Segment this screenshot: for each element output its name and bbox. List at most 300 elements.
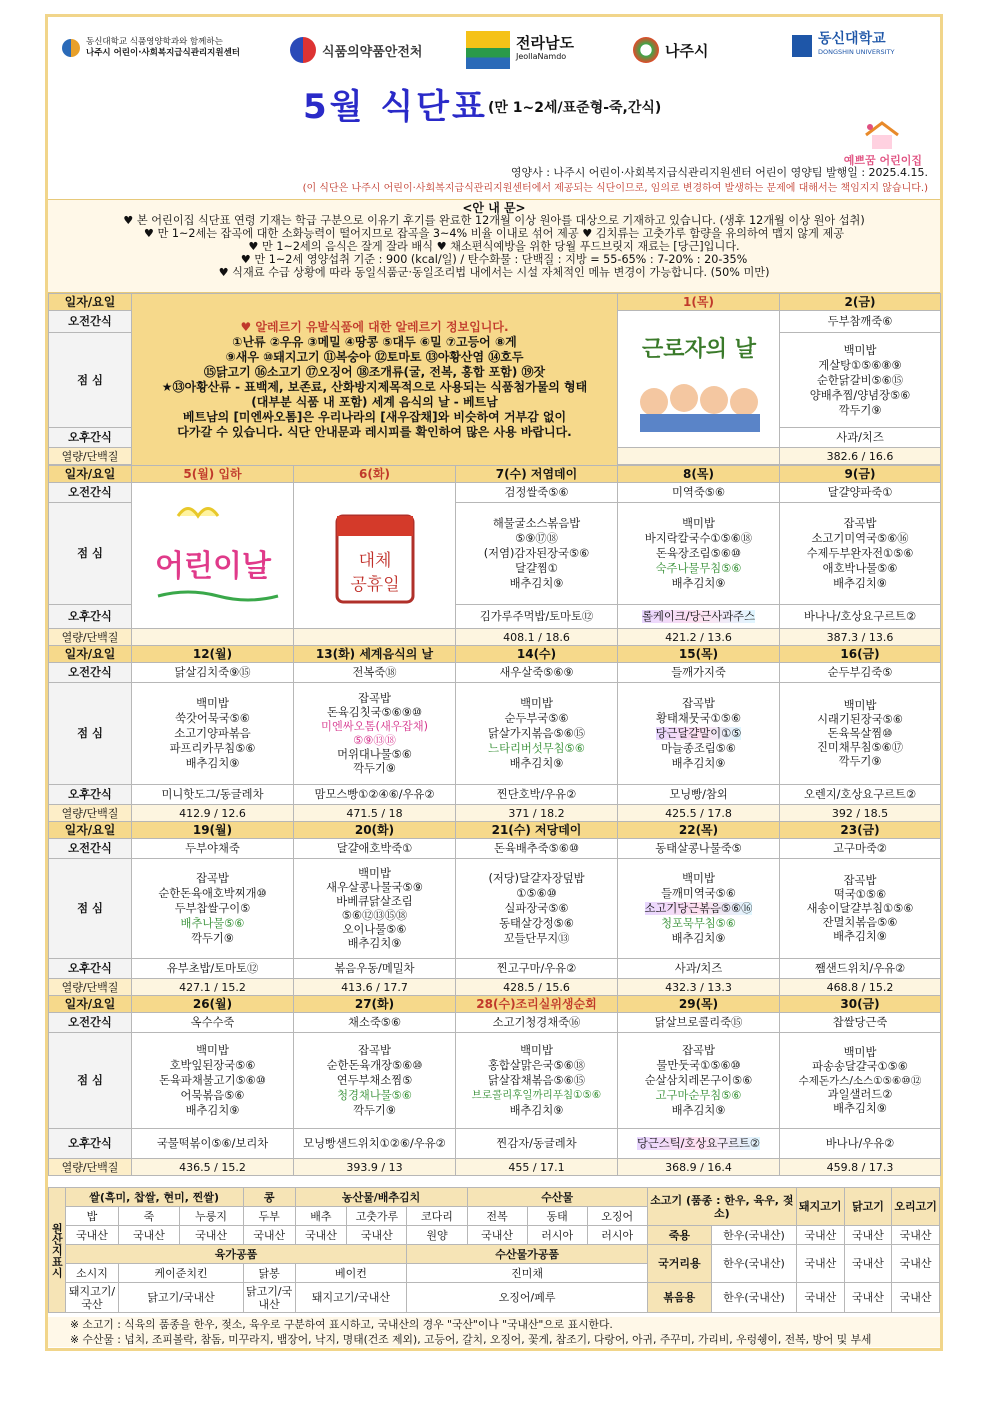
origin-value: 러시아 [587, 1226, 647, 1245]
am-snack: 찹쌀당근죽 [780, 1013, 941, 1033]
pm-snack: 미니핫도그/동글레차 [132, 785, 294, 805]
dish: 새우살콩나물국⑤⑨ [326, 880, 423, 894]
pm-snack: 바나나/우유② [780, 1129, 941, 1159]
origin-item: 베이컨 [295, 1264, 407, 1283]
day-header: 23(금) [780, 822, 941, 839]
origin-value: 국내산 [65, 1226, 119, 1245]
origin-value: 돼지고기/국내산 [295, 1283, 407, 1313]
lunch-cell [132, 1033, 294, 1129]
dish: 잔멸치볶음⑤⑥ [822, 915, 898, 929]
am-snack: 미역죽⑤⑥ [618, 483, 780, 503]
am-snack: 동태살콩나물죽⑤ [618, 839, 780, 859]
dish: 새송이달걀부침①⑤⑥ [806, 901, 914, 915]
dish: 백미밥 [196, 1044, 229, 1057]
beef-row-name: 볶음용 [647, 1283, 711, 1313]
dish: 백미밥 [843, 343, 877, 357]
calendar-icon [315, 496, 435, 611]
labor-day-illustration [618, 311, 780, 448]
dish-vegetable: 배추나물⑤⑥ [180, 917, 245, 930]
allergy-line: ⑮닭고기 ⑯소고기 ⑰오징어 ⑱조개류(굴, 전복, 홍합 포함) ⑲잣 [203, 364, 546, 379]
chicken-value: 국내산 [844, 1226, 892, 1245]
notice-line: ♥ 만 1~2세 영양섭취 기준 : 900 (kcal/일) / 탄수화물 : 단백질 : 지방 = 55-65% : 7-20% : 20-35% [240, 252, 748, 266]
week4-pm-row [49, 959, 941, 979]
dish: 양배추찜/양념장⑤⑥ [809, 388, 911, 402]
childrens-day-illustration [132, 483, 294, 629]
dish: 황태채뭇국①⑤⑥ [656, 712, 741, 725]
day-label: 일자/요일 [49, 646, 132, 663]
dish: 배추김치⑨ [833, 929, 887, 943]
am-snack: 들깨가지죽 [618, 663, 780, 683]
dish: 백미밥 [843, 1045, 877, 1059]
dish: 게살탕①⑤⑥⑧⑨ [818, 358, 902, 372]
kcal-value: 425.5 / 17.8 [618, 805, 780, 822]
pm-snack: 사과/치즈 [780, 428, 941, 448]
lunch-cell [132, 859, 294, 959]
lunch-cell [456, 683, 618, 785]
pm-label: 오후간식 [49, 1129, 132, 1159]
week5-pm-row [49, 1129, 941, 1159]
am-snack: 닭살브로콜리죽⑮ [618, 1013, 780, 1033]
pm-label: 오후간식 [49, 605, 132, 629]
beef-value: 한우(국내산) [711, 1226, 796, 1245]
mfds-emblem-icon [290, 37, 316, 63]
house-icon [862, 121, 902, 151]
origin-value: 국내산 [119, 1226, 179, 1245]
dish: 호박잎된장국⑤⑥ [169, 1059, 256, 1072]
origin-group: 쌀(흑미, 찹쌀, 현미, 찐쌀) [65, 1188, 243, 1207]
page-title: 5월 식단표 [303, 87, 488, 127]
origin-item: 동태 [527, 1207, 587, 1226]
origin-value: 원양 [407, 1226, 467, 1245]
week3-kcal-row [49, 805, 941, 822]
lunch-cell [780, 503, 941, 605]
dish: 순한닭갈비⑤⑥⑮ [816, 373, 904, 387]
duck-value: 국내산 [892, 1226, 940, 1245]
am-label: 오전간식 [49, 483, 132, 503]
origin-value: 돼지고기/국산 [65, 1283, 119, 1313]
day-header: 20(화) [294, 822, 456, 839]
kcal-value [132, 629, 294, 646]
dish: 깍두기⑨ [838, 754, 882, 768]
dish-world-food: 미엔싸오톰(새우잡채) [320, 719, 429, 733]
kcal-value: 387.3 / 13.6 [780, 629, 941, 646]
allergy-line: 베트남의 [미엔싸오톰]은 우리나라의 [새우잡채]와 비슷하여 거부감 없이 [182, 409, 567, 424]
pm-snack: 찐단호박/우유② [456, 785, 618, 805]
dish: 깍두기⑨ [353, 1104, 396, 1117]
dish-vegetable: 브로콜리후일까리푸침①⑤⑥ [471, 1089, 602, 1101]
lunch-cell [294, 859, 456, 959]
day-header: 1(목) [618, 294, 780, 311]
dish: 백미밥 [843, 698, 877, 712]
dish: 깍두기⑨ [191, 932, 234, 945]
lunch-cell [618, 859, 780, 959]
am-label: 오전간식 [49, 311, 132, 333]
univ-line1: 동신대학교 식품영양학과와 함께하는 [86, 37, 223, 47]
lunch-label: 점 심 [49, 859, 132, 959]
am-snack: 새우살죽⑤⑥⑨ [456, 663, 618, 683]
jeonnam-emblem-icon [466, 31, 510, 69]
origin-group: 콩 [243, 1188, 295, 1207]
dish: 소고기양파볶음 [174, 727, 251, 740]
childrens-day-icon [138, 496, 288, 611]
day-header: 12(월) [132, 646, 294, 663]
dish: 연두부채소찜⑤ [336, 1074, 413, 1087]
dish: 배추김치⑨ [671, 757, 726, 770]
kcal-value: 382.6 / 16.6 [780, 448, 941, 465]
dish: 어묵볶음⑤⑥ [180, 1089, 245, 1102]
origin-item: 누룽지 [179, 1207, 243, 1226]
origin-value: 닭고기/국내산 [119, 1283, 243, 1313]
kcal-value: 412.9 / 12.6 [132, 805, 294, 822]
naju-logo [633, 37, 708, 63]
day-header: 7(수) 저염데이 [456, 466, 618, 483]
mfds-name: 식품의약품안전처 [322, 44, 423, 60]
dongshin-name-en: DONGSHIN UNIVERSITY [818, 48, 895, 56]
duck-value: 국내산 [892, 1283, 940, 1313]
holiday-text-1: 대체 [358, 551, 391, 571]
day-header: 27(화) [294, 996, 456, 1013]
dish: 쑥갓어묵국⑤⑥ [175, 712, 250, 725]
dish: 배추김치⑨ [833, 577, 887, 590]
pm-snack [618, 1129, 780, 1159]
dish: 깍두기⑨ [353, 761, 396, 775]
week5-kcal-row [49, 1159, 941, 1176]
origin-item: 고춧가루 [347, 1207, 407, 1226]
lunch-cell [294, 1033, 456, 1129]
pm-snack: 사과/치즈 [618, 959, 780, 979]
origin-item: 케이준치킨 [119, 1264, 243, 1283]
dish: 떡국①⑤⑥ [833, 887, 887, 901]
am-snack: 닭살김치죽⑨⑮ [132, 663, 294, 683]
dish: 들깨미역국⑤⑥ [661, 887, 736, 900]
day-header: 19(월) [132, 822, 294, 839]
kcal-value: 392 / 18.5 [780, 805, 941, 822]
origin-value: 국내산 [295, 1226, 347, 1245]
dish: 돈육김칫국⑤⑥⑨⑩ [326, 705, 423, 719]
dish: 깍두기⑨ [838, 403, 882, 417]
header [48, 17, 940, 199]
labor-day-text: 근로자의 날 [641, 337, 756, 362]
origin-group: 수산물 [467, 1188, 647, 1207]
pork-value: 국내산 [796, 1245, 844, 1283]
menu-table [48, 293, 941, 1176]
kcal-value: 413.6 / 17.7 [294, 979, 456, 996]
week3-day-row [49, 646, 941, 663]
dish: ①⑤⑥⑩ [516, 887, 557, 900]
notice-line: ♥ 만 1~2세는 잡곡에 대한 소화능력이 떨어지므로 잡곡을 3~4% 비율 이내로 섞어 제공 ♥ 김치류는 고춧가루 함량을 유의하여 맵지 않게 제공 [143, 226, 845, 240]
week4-kcal-row [49, 979, 941, 996]
day-header: 2(금) [780, 294, 941, 311]
dish: ⑤⑨⑰⑱ [515, 532, 558, 545]
dish: 백미밥 [682, 872, 715, 885]
week5-lunch-row [49, 1033, 941, 1129]
dish: 배추김치⑨ [347, 936, 402, 950]
univ-logo [62, 37, 240, 59]
day-header: 6(화) [294, 466, 456, 483]
beef-value: 한우(국내산) [711, 1245, 796, 1283]
dish-vegetable: 청포묵무침⑤⑥ [661, 917, 736, 930]
dish: 순살삼치레몬구이⑤⑥ [644, 1074, 753, 1087]
day-label: 일자/요일 [49, 822, 132, 839]
dish-vegetable: 느타리버섯무침⑤⑥ [488, 742, 585, 755]
allergy-line: (대부분 식품 내 포함) 세계 음식의 날 - 베트남 [251, 394, 498, 409]
origin-group: 농산물/배추김치 [295, 1188, 467, 1207]
am-snack: 두부야채죽 [132, 839, 294, 859]
lunch-cell [618, 503, 780, 605]
univ-logo-icon [62, 39, 80, 57]
dish: 마늘종조림⑤⑥ [661, 742, 736, 755]
dish: 닭살가지볶음⑤⑥⑮ [487, 727, 586, 740]
origin-item: 닭봉 [243, 1264, 295, 1283]
am-snack: 달걀양파죽① [780, 483, 941, 503]
pm-snack: 찐고구마/우유② [456, 959, 618, 979]
origin-value: 닭고기/국내산 [243, 1283, 295, 1313]
dish: 잡곡밥 [358, 1044, 391, 1057]
dish: 순두부국⑤⑥ [504, 712, 569, 725]
dish: 닭살잡채볶음⑤⑥⑮ [487, 1074, 586, 1087]
lunch-label: 점 심 [49, 503, 132, 605]
day-header: 14(수) [456, 646, 618, 663]
week4-day-row [49, 822, 941, 839]
kcal-value: 368.9 / 16.4 [618, 1159, 780, 1176]
origin-value: 국내산 [347, 1226, 407, 1245]
origin-item: 전복 [467, 1207, 527, 1226]
am-snack: 두부참깨죽⑥ [780, 311, 941, 333]
dish: 백미밥 [196, 697, 229, 710]
notice-line: ♥ 본 어린이집 식단표 연령 기재는 학급 구분으로 이유기 후기를 완료한 12개월 이상 원아를 대상으로 기재하고 있습니다. (생후 12개월 이상 원아 섭취) [123, 213, 865, 227]
origin-value: 러시아 [527, 1226, 587, 1245]
dish: 수제돈가스/소스①⑤⑥⑩⑫ [798, 1074, 922, 1087]
day-header: 30(금) [780, 996, 941, 1013]
dish: 잡곡밥 [843, 517, 877, 530]
week4-am-row [49, 839, 941, 859]
kcal-value: 371 / 18.2 [456, 805, 618, 822]
pm-label: 오후간식 [49, 428, 132, 448]
am-snack: 채소죽⑤⑥ [294, 1013, 456, 1033]
week3-lunch-row [49, 683, 941, 785]
dish: 실파장국⑤⑥ [504, 902, 569, 915]
naju-name: 나주시 [665, 41, 709, 60]
dish: 배추김치⑨ [185, 757, 240, 770]
dish: 물만둣국①⑤⑥⑩ [656, 1059, 741, 1072]
origin-value: 오징어/페루 [407, 1283, 647, 1313]
dish: 시래기된장국⑤⑥ [817, 712, 903, 726]
allergy-line: ★⑬아황산류 - 표백제, 보존료, 산화방지제목적으로 사용되는 식품첨가물의 형태 [161, 379, 588, 394]
dish: (저당)달걀자장덮밥 [488, 872, 585, 885]
kcal-label: 열량/단백질 [49, 979, 132, 996]
origin-value: 국내산 [467, 1226, 527, 1245]
week2-kcal-row [49, 629, 941, 646]
dish: 애호박나물⑤⑥ [822, 562, 898, 575]
pm-snack: 쨈샌드위치/우유② [780, 959, 941, 979]
univ-line2: 나주시 어린이·사회복지급식관리지원센터 [86, 48, 240, 58]
dish: 돈육파채불고기⑤⑥⑩ [159, 1074, 266, 1087]
dish: 머위대나물⑤⑥ [337, 747, 412, 761]
dish: 백미밥 [358, 866, 391, 880]
notice-line: ♥ 식재료 수급 상황에 따라 동일식품군·동일조리법 내에서는 시설 자체적인 메뉴 변경이 가능합니다. (50% 미만) [218, 265, 770, 279]
notice-box [48, 199, 940, 293]
lunch-cell [618, 1033, 780, 1129]
week3-am-row [49, 663, 941, 683]
dongshin-name: 동신대학교 [818, 31, 886, 47]
am-snack: 달걀애호박죽① [294, 839, 456, 859]
workers-icon [624, 322, 774, 432]
disclaimer: (이 식단은 나주시 어린이·사회복지급식관리지원센터에서 제공되는 식단이므로, 임의로 변경하여 발생하는 문제에 대해서는 책임지지 않습니다.) [302, 183, 928, 194]
dish: 백미밥 [520, 1044, 553, 1057]
day-label: 일자/요일 [49, 466, 132, 483]
lunch-cell [456, 503, 618, 605]
origin-value: 국내산 [179, 1226, 243, 1245]
dish-vegetable: 고구마순무침⑤⑥ [655, 1089, 742, 1102]
childrens-day-text: 어린이날 [154, 549, 271, 584]
dongshin-emblem-icon [792, 35, 812, 57]
pm-snack: 모닝빵샌드위치①②⑥/우유② [294, 1129, 456, 1159]
week5-am-row [49, 1013, 941, 1033]
dish: 배추김치⑨ [509, 757, 564, 770]
dish-vegetable: 청경채나물⑤⑥ [337, 1089, 412, 1102]
lunch-cell [780, 859, 941, 959]
kcal-value [618, 448, 780, 465]
beef-head: 소고기 (품종 : 한우, 육우, 젖소) [647, 1188, 796, 1226]
beef-row-name: 죽용 [647, 1226, 711, 1245]
dish: 과일샐러드② [827, 1087, 893, 1101]
beef-value: 한우(국내산) [711, 1283, 796, 1313]
mfds-logo [290, 37, 422, 63]
kcal-value: 436.5 / 15.2 [132, 1159, 294, 1176]
day-header: 13(화) 세계음식의 날 [294, 646, 456, 663]
day-header: 16(금) [780, 646, 941, 663]
dish: 순한돈육개장⑤⑥⑩ [326, 1059, 423, 1072]
dish: 배추김치⑨ [671, 932, 726, 945]
footnote-seafood: ※ 수산물 : 넙치, 조피볼락, 참돔, 미꾸라지, 뱀장어, 낙지, 명태(건조 제외), 고등어, 갈치, 오징어, 꽃게, 참조기, 다랑어, 아귀, 주꾸미, 가리비, 우렁쉥이, 전복, 방어 및 부세 [48, 1332, 940, 1347]
kcal-value: 421.2 / 13.6 [618, 629, 780, 646]
week3-pm-row [49, 785, 941, 805]
chicken-value: 국내산 [844, 1245, 892, 1283]
am-snack: 검정쌀죽⑤⑥ [456, 483, 618, 503]
origin-item: 밥 [65, 1207, 119, 1226]
dish: 바베큐닭살조림 [336, 894, 413, 908]
brand-name: 예쁘꿈 어린이집 [843, 154, 922, 167]
allergy-head: ♥ 알레르기 유발식품에 대한 알레르기 정보입니다. [240, 319, 509, 334]
pork-value: 국내산 [796, 1283, 844, 1313]
origin-item: 두부 [243, 1207, 295, 1226]
am-snack: 돈육배추죽⑤⑥⑩ [456, 839, 618, 859]
am-label: 오전간식 [49, 839, 132, 859]
dongshin-logo [792, 33, 894, 59]
week1-day-row [49, 294, 941, 311]
am-snack: 소고기청경채죽⑯ [456, 1013, 618, 1033]
dish: 잡곡밥 [196, 872, 229, 885]
jeonnam-logo [466, 31, 574, 69]
holiday-illustration [294, 483, 456, 629]
day-header: 26(월) [132, 996, 294, 1013]
pm-snack: 김가루주먹밥/토마토⑫ [456, 605, 618, 629]
dish: 배추김치⑨ [671, 1104, 726, 1117]
am-label: 오전간식 [49, 663, 132, 683]
chicken-value: 국내산 [844, 1283, 892, 1313]
week5-day-row [49, 996, 941, 1013]
kcal-value: 471.5 / 18 [294, 805, 456, 822]
kcal-label: 열량/단백질 [49, 1159, 132, 1176]
dish: 잡곡밥 [682, 1044, 715, 1057]
pm-snack [618, 605, 780, 629]
dish: 파프리카무침⑤⑥ [169, 742, 256, 755]
jeonnam-name-en: JeollaNamdo [516, 52, 567, 61]
am-snack: 고구마죽② [780, 839, 941, 859]
lunch-cell [780, 1033, 941, 1129]
pm-label: 오후간식 [49, 959, 132, 979]
lunch-label: 점 심 [49, 333, 132, 428]
day-header: 9(금) [780, 466, 941, 483]
origin-value: 국내산 [243, 1226, 295, 1245]
kcal-value: 459.8 / 17.3 [780, 1159, 941, 1176]
dish: 잡곡밥 [682, 697, 715, 710]
dish-world-food-allergens: ⑤⑨⑬⑱ [353, 733, 396, 747]
dish: 해물굴소스볶음밥 [492, 517, 581, 530]
dish: 돈육목살찜⑩ [827, 726, 893, 740]
allergy-line: ①난류 ②우유 ③메밀 ④땅콩 ⑤대두 ⑥밀 ⑦고등어 ⑧게 [232, 334, 517, 349]
dish: 파송송달걀국①⑤⑥ [812, 1059, 908, 1073]
dish: 배추김치⑨ [671, 577, 726, 590]
kcal-value: 428.5 / 15.6 [456, 979, 618, 996]
lunch-label: 점 심 [49, 683, 132, 785]
am-snack: 순두부김죽⑤ [780, 663, 941, 683]
lunch-cell [294, 683, 456, 785]
kcal-value: 455 / 17.1 [456, 1159, 618, 1176]
kcal-label: 열량/단백질 [49, 448, 132, 465]
am-snack: 전복죽⑱ [294, 663, 456, 683]
dish: 배추김치⑨ [509, 577, 564, 590]
page-subtitle: (만 1~2세/표준형-죽,간식) [488, 100, 662, 116]
lunch-cell [456, 859, 618, 959]
dish: 진미채무침⑤⑥⑰ [816, 740, 904, 754]
origin-item: 소시지 [65, 1264, 119, 1283]
pork-value: 국내산 [796, 1226, 844, 1245]
origin-item: 진미채 [407, 1264, 647, 1283]
dish: 바지락칼국수①⑤⑥⑱ [644, 532, 753, 545]
duck-value: 국내산 [892, 1245, 940, 1283]
pm-snack-text: 당근스틱/호상요구르트② [636, 1137, 761, 1150]
am-snack: 옥수수죽 [132, 1013, 294, 1033]
jeonnam-name: 전라남도 [516, 34, 574, 52]
dish: 배추김치⑨ [833, 1101, 887, 1115]
am-label: 오전간식 [49, 1013, 132, 1033]
day-header: 21(수) 저당데이 [456, 822, 618, 839]
dish: 두부찹쌀구이⑤ [174, 902, 251, 915]
day-label: 일자/요일 [49, 996, 132, 1013]
day-header: 15(목) [618, 646, 780, 663]
dish: 오이나물⑤⑥ [342, 922, 407, 936]
naju-emblem-icon [633, 37, 659, 63]
day-header: 29(목) [618, 996, 780, 1013]
dish: ⑤⑥⑫⑬⑮⑱ [341, 908, 408, 922]
pm-snack: 모닝빵/참외 [618, 785, 780, 805]
pork-head: 돼지고기 [796, 1188, 844, 1226]
pm-snack: 오렌지/호상요구르트② [780, 785, 941, 805]
day-header: 22(목) [618, 822, 780, 839]
chicken-head: 닭고기 [844, 1188, 892, 1226]
dish: 수제두부완자전①⑤⑥ [806, 547, 914, 560]
lunch-cell [780, 333, 941, 428]
day-label: 일자/요일 [49, 294, 132, 311]
dish: (저염)감자된장국⑤⑥ [483, 547, 590, 560]
holiday-text-2: 공휴일 [349, 575, 400, 595]
day-header: 5(월) 입하 [132, 466, 294, 483]
origin-item: 배추 [295, 1207, 347, 1226]
dish-foodbridge: 당근달걀말이①⑤ [655, 727, 742, 740]
origin-side-label: 원산지표시 [49, 1188, 66, 1313]
kcal-value [294, 629, 456, 646]
